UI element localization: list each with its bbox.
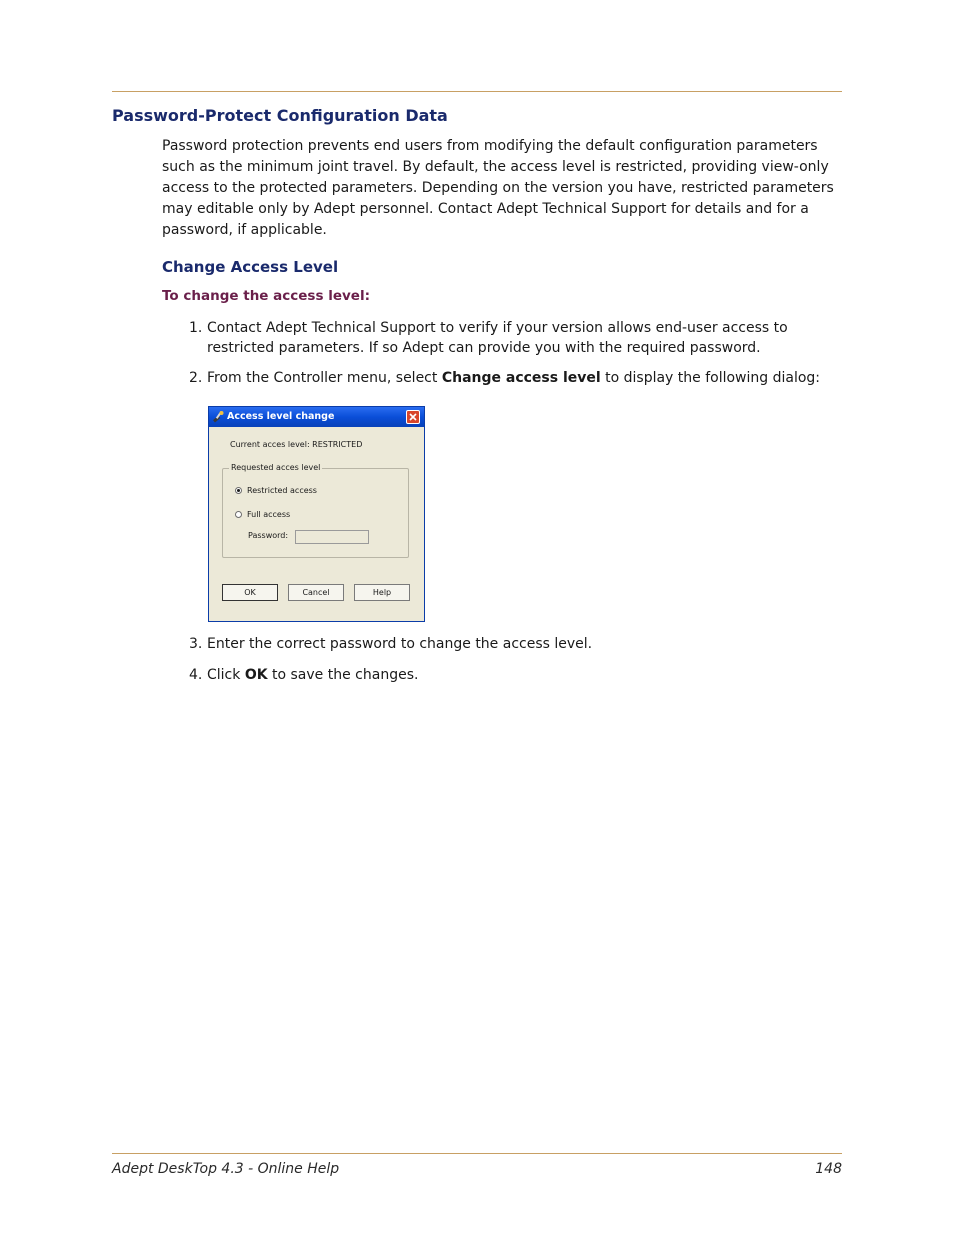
dialog-titlebar[interactable]: [209, 407, 424, 427]
dialog-title: Access level change: [227, 411, 335, 422]
footer-rule: [112, 1153, 842, 1154]
button-reference: OK: [244, 667, 268, 683]
step-text-pre: From the Controller menu, select: [207, 370, 442, 386]
password-input[interactable]: [295, 530, 369, 544]
subsection-title: Change Access Level: [162, 258, 339, 276]
access-level-dialog: [208, 406, 425, 622]
restricted-option-label[interactable]: Restricted access: [247, 486, 317, 495]
footer-title: Adept DeskTop 4.3 - Online Help: [112, 1161, 340, 1177]
close-button[interactable]: [406, 410, 420, 424]
step-text: [207, 368, 837, 388]
restricted-radio[interactable]: [235, 487, 242, 494]
tools-icon: [212, 410, 225, 423]
close-icon: [409, 413, 417, 421]
step-text: [207, 665, 837, 685]
full-access-radio[interactable]: [235, 511, 242, 518]
step-number: 4.: [189, 667, 203, 683]
group-label: Requested acces level: [231, 463, 321, 472]
page-number: 148: [815, 1161, 842, 1177]
step-text: Contact Adept Technical Support to verify if your version allows end-user access to restricted parameters. If so Adept can provide you with the required password.: [207, 320, 788, 356]
section-title: Password-Protect Configuration Data: [112, 106, 448, 125]
help-button[interactable]: Help: [354, 584, 410, 601]
current-level-label: Current acces level: RESTRICTED: [230, 440, 363, 449]
password-label: Password:: [248, 531, 289, 540]
step-text: Enter the correct password to change the access level.: [207, 636, 593, 652]
procedure-heading: To change the access level:: [162, 288, 370, 304]
intro-paragraph: Password protection prevents end users from modifying the default configuration parameters such as the minimum joint travel. By default, the access level is restricted, providing view-only access to the protected parameters. Depending on the version you have, restricted parameters may editable only by Adept personnel. Contact Adept Technical Support for details and for a password, if applicable.: [162, 138, 834, 238]
step-text-pre: Click: [207, 667, 245, 683]
menu-command: Change access level: [441, 370, 601, 386]
step-1: [189, 318, 837, 358]
step-text-post: to save the changes.: [267, 667, 419, 683]
step-4: [189, 665, 837, 685]
cancel-button[interactable]: Cancel: [288, 584, 344, 601]
full-access-option-label[interactable]: Full access: [247, 510, 291, 519]
step-number: 3.: [189, 636, 203, 652]
header-rule: [112, 91, 842, 92]
step-2: [189, 368, 837, 388]
step-3: [189, 634, 837, 654]
step-number: 1.: [189, 320, 203, 336]
ok-button[interactable]: OK: [222, 584, 278, 601]
step-number: 2.: [189, 370, 203, 386]
step-text-post: to display the following dialog:: [600, 370, 821, 386]
